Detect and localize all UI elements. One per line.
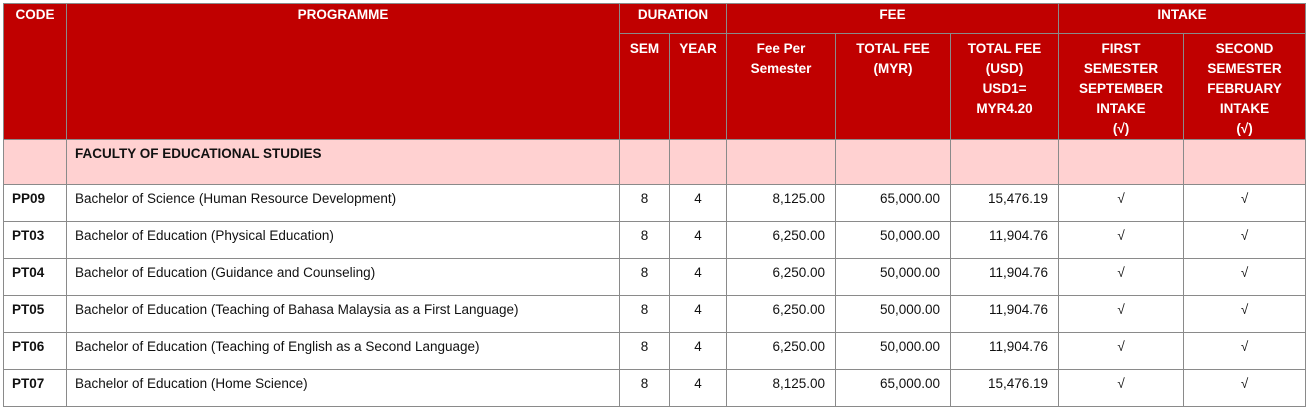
empty-cell [951, 140, 1059, 185]
sem-count: 8 [620, 222, 670, 259]
year-count: 4 [670, 185, 727, 222]
faculty-row [4, 140, 1306, 185]
first-intake-check: √ [1059, 222, 1184, 259]
programme-code: PP09 [4, 185, 67, 222]
year-count: 4 [670, 370, 727, 407]
code-header: CODE [4, 4, 67, 140]
first-semester-intake-header [1059, 34, 1184, 140]
programme-code: PT07 [4, 370, 67, 407]
year-count: 4 [670, 296, 727, 333]
table-row [4, 333, 1306, 370]
sem-count: 8 [620, 296, 670, 333]
header-line: (√) [1236, 121, 1253, 136]
programme-name: Bachelor of Education (Teaching of English as a Second Language) [67, 333, 620, 370]
first-intake-check: √ [1059, 296, 1184, 333]
fee-per-semester: 6,250.00 [727, 259, 836, 296]
total-fee-myr: 65,000.00 [836, 370, 951, 407]
header-line: (USD) [985, 61, 1024, 76]
table-row [4, 296, 1306, 333]
header-line: USD1= [982, 81, 1027, 96]
sem-header: SEM [620, 34, 670, 140]
programme-code: PT06 [4, 333, 67, 370]
year-count: 4 [670, 259, 727, 296]
empty-cell [620, 140, 670, 185]
faculty-name: FACULTY OF EDUCATIONAL STUDIES [67, 140, 620, 185]
programme-header: PROGRAMME [67, 4, 620, 140]
header-line: INTAKE [1219, 101, 1270, 116]
intake-header: INTAKE [1059, 4, 1306, 34]
programme-name: Bachelor of Science (Human Resource Development) [67, 185, 620, 222]
table-row [4, 259, 1306, 296]
header-line: FIRST [1101, 41, 1141, 56]
header-line: SEMESTER [1083, 61, 1159, 76]
header-line: SEPTEMBER [1079, 81, 1164, 96]
header-line: INTAKE [1096, 101, 1146, 116]
second-intake-check: √ [1184, 333, 1306, 370]
total-fee-myr-header [836, 34, 951, 140]
first-intake-check: √ [1059, 259, 1184, 296]
programme-name: Bachelor of Education (Teaching of Bahasa Malaysia as a First Language) [67, 296, 620, 333]
empty-cell [727, 140, 836, 185]
sem-count: 8 [620, 333, 670, 370]
second-semester-intake-header [1184, 34, 1306, 140]
programme-code: PT04 [4, 259, 67, 296]
second-intake-check: √ [1184, 185, 1306, 222]
year-header: YEAR [670, 34, 727, 140]
fee-per-semester: 6,250.00 [727, 333, 836, 370]
first-intake-check: √ [1059, 333, 1184, 370]
second-intake-check: √ [1184, 222, 1306, 259]
header-line: (√) [1112, 121, 1130, 136]
fee-per-semester: 8,125.00 [727, 370, 836, 407]
programme-code: PT03 [4, 222, 67, 259]
header-line: TOTAL FEE [856, 41, 930, 56]
fee-table [3, 3, 1306, 407]
total-fee-myr: 50,000.00 [836, 296, 951, 333]
total-fee-usd: 11,904.76 [951, 222, 1059, 259]
programme-name: Bachelor of Education (Guidance and Counseling) [67, 259, 620, 296]
programme-code: PT05 [4, 296, 67, 333]
fee-header: FEE [727, 4, 1059, 34]
header-line: MYR4.20 [976, 101, 1033, 116]
total-fee-usd: 11,904.76 [951, 333, 1059, 370]
fee-per-semester: 6,250.00 [727, 296, 836, 333]
total-fee-usd: 15,476.19 [951, 185, 1059, 222]
total-fee-myr: 50,000.00 [836, 333, 951, 370]
sem-count: 8 [620, 185, 670, 222]
empty-cell [670, 140, 727, 185]
total-fee-usd-header [951, 34, 1059, 140]
header-line: SECOND [1215, 41, 1274, 56]
total-fee-myr: 50,000.00 [836, 222, 951, 259]
table-row [4, 185, 1306, 222]
second-intake-check: √ [1184, 259, 1306, 296]
total-fee-myr: 65,000.00 [836, 185, 951, 222]
sem-count: 8 [620, 370, 670, 407]
total-fee-usd: 11,904.76 [951, 296, 1059, 333]
year-count: 4 [670, 333, 727, 370]
sem-count: 8 [620, 259, 670, 296]
second-intake-check: √ [1184, 296, 1306, 333]
second-intake-check: √ [1184, 370, 1306, 407]
fee-per-semester: 6,250.00 [727, 222, 836, 259]
header-line: SEMESTER [1207, 61, 1282, 76]
total-fee-myr: 50,000.00 [836, 259, 951, 296]
empty-cell [1184, 140, 1306, 185]
first-intake-check: √ [1059, 370, 1184, 407]
faculty-code-cell [4, 140, 67, 185]
table-row [4, 370, 1306, 407]
header-line: Semester [750, 61, 812, 76]
fee-per-semester-header [727, 34, 836, 140]
header-line: Fee Per [756, 41, 806, 56]
year-count: 4 [670, 222, 727, 259]
programme-name: Bachelor of Education (Home Science) [67, 370, 620, 407]
fee-per-semester: 8,125.00 [727, 185, 836, 222]
header-line: FEBRUARY [1207, 81, 1282, 96]
total-fee-usd: 11,904.76 [951, 259, 1059, 296]
empty-cell [1059, 140, 1184, 185]
header-line: TOTAL FEE [967, 41, 1042, 56]
total-fee-usd: 15,476.19 [951, 370, 1059, 407]
first-intake-check: √ [1059, 185, 1184, 222]
table-row [4, 222, 1306, 259]
empty-cell [836, 140, 951, 185]
programme-name: Bachelor of Education (Physical Education) [67, 222, 620, 259]
header-line: (MYR) [873, 61, 913, 76]
duration-header: DURATION [620, 4, 727, 34]
